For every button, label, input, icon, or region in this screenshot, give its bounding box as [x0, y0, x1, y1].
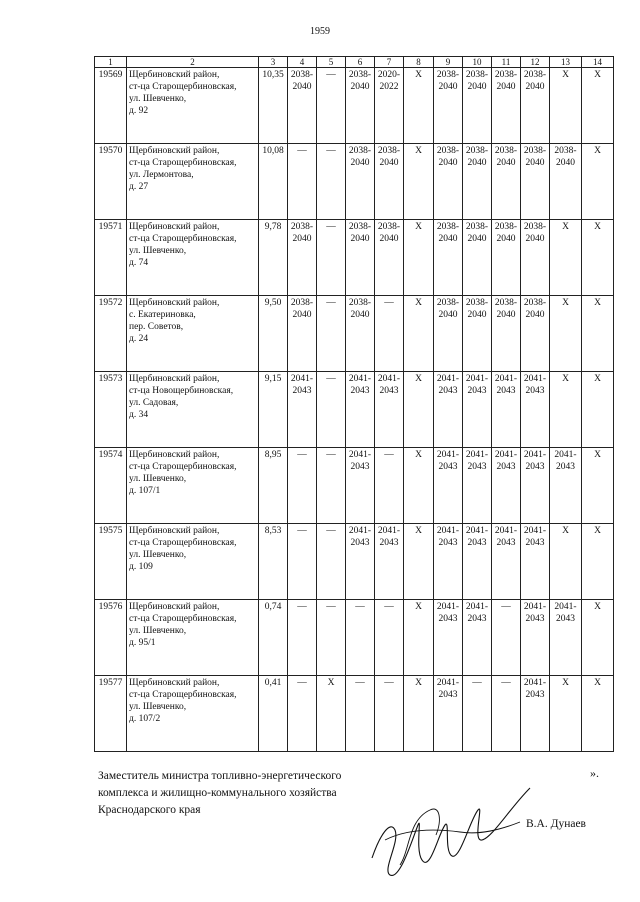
area-cell: 0,74 — [259, 600, 288, 676]
address-line: ст-ца Новощербиновская, — [129, 386, 234, 396]
schedule-cell: Х — [582, 220, 614, 296]
schedule-cell: 2038- 2040 — [375, 144, 404, 220]
schedule-cell: 2041- 2043 — [492, 524, 521, 600]
schedule-cell: — — [288, 524, 317, 600]
schedule-cell: 2038- 2040 — [288, 296, 317, 372]
schedule-cell: Х — [550, 296, 582, 372]
schedule-cell: Х — [404, 448, 434, 524]
schedule-cell: 2038- 2040 — [346, 144, 375, 220]
schedule-cell: 2041- 2043 — [288, 372, 317, 448]
address-line: Щербиновский район, — [129, 374, 220, 384]
schedule-cell: 2041- 2043 — [521, 676, 550, 752]
address-line: ул. Шевченко, — [129, 246, 187, 256]
schedule-cell: 2038- 2040 — [434, 220, 463, 296]
schedule-cell: — — [288, 600, 317, 676]
address-line: д. 27 — [129, 182, 149, 192]
column-number-header: 14 — [582, 57, 614, 68]
schedule-cell: — — [375, 600, 404, 676]
address-line: пер. Советов, — [129, 322, 184, 332]
area-cell: 8,95 — [259, 448, 288, 524]
address-line: Щербиновский район, — [129, 222, 220, 232]
schedule-cell: 2038- 2040 — [492, 220, 521, 296]
schedule-cell: — — [317, 524, 346, 600]
area-cell: 10,08 — [259, 144, 288, 220]
schedule-cell: 2038- 2040 — [463, 144, 492, 220]
address-line: ст-ца Старощербиновская, — [129, 690, 237, 700]
schedule-cell: Х — [582, 676, 614, 752]
address-line: ул. Шевченко, — [129, 94, 187, 104]
signer-name: В.А. Дунаев — [526, 818, 586, 830]
address-line: д. 74 — [129, 258, 149, 268]
schedule-cell: — — [288, 676, 317, 752]
record-number-cell: 19575 — [95, 524, 127, 600]
address-line: д. 107/1 — [129, 486, 161, 496]
schedule-cell: Х — [404, 524, 434, 600]
schedule-cell: — — [375, 676, 404, 752]
position-line: комплекса и жилищно-коммунального хозяйства — [98, 787, 337, 799]
address-cell — [127, 144, 259, 220]
table-row — [95, 448, 614, 524]
address-line: Щербиновский район, — [129, 526, 220, 536]
record-number-cell: 19573 — [95, 372, 127, 448]
schedule-cell: 2041- 2043 — [521, 524, 550, 600]
schedule-cell: 2041- 2043 — [463, 600, 492, 676]
address-cell — [127, 68, 259, 144]
address-line: ст-ца Старощербиновская, — [129, 234, 237, 244]
schedule-cell: 2038- 2040 — [346, 296, 375, 372]
area-cell: 10,35 — [259, 68, 288, 144]
column-number-header: 8 — [404, 57, 434, 68]
column-number-header: 12 — [521, 57, 550, 68]
column-number-header: 2 — [127, 57, 259, 68]
schedule-cell: — — [317, 296, 346, 372]
schedule-cell: Х — [582, 524, 614, 600]
address-line: Щербиновский район, — [129, 70, 220, 80]
schedule-cell: 2038- 2040 — [492, 296, 521, 372]
schedule-cell: 2041- 2043 — [375, 524, 404, 600]
schedule-cell: 2041- 2043 — [463, 524, 492, 600]
table-row — [95, 220, 614, 296]
address-line: Щербиновский район, — [129, 450, 220, 460]
schedule-cell: 2038- 2040 — [463, 220, 492, 296]
schedule-cell: 2038- 2040 — [521, 296, 550, 372]
schedule-cell: Х — [550, 68, 582, 144]
schedule-cell: 2041- 2043 — [434, 676, 463, 752]
schedule-cell: 2041- 2043 — [492, 448, 521, 524]
schedule-cell: 2038- 2040 — [521, 68, 550, 144]
schedule-cell: Х — [550, 220, 582, 296]
address-line: ул. Шевченко, — [129, 702, 187, 712]
address-line: ст-ца Старощербиновская, — [129, 82, 237, 92]
address-line: Щербиновский район, — [129, 602, 220, 612]
position-line: Краснодарского края — [98, 804, 201, 816]
address-line: д. 24 — [129, 334, 149, 344]
schedule-cell: 2038- 2040 — [492, 144, 521, 220]
column-number-header: 10 — [463, 57, 492, 68]
address-line: ул. Лермонтова, — [129, 170, 194, 180]
schedule-cell: Х — [404, 600, 434, 676]
schedule-cell: — — [317, 600, 346, 676]
column-number-header: 11 — [492, 57, 521, 68]
schedule-cell: 2041- 2043 — [375, 372, 404, 448]
schedule-cell: Х — [582, 68, 614, 144]
schedule-cell: Х — [582, 372, 614, 448]
schedule-cell: — — [463, 676, 492, 752]
table-row — [95, 600, 614, 676]
schedule-cell: — — [288, 448, 317, 524]
column-number-header: 5 — [317, 57, 346, 68]
address-cell — [127, 524, 259, 600]
area-cell: 8,53 — [259, 524, 288, 600]
schedule-cell: 2038- 2040 — [288, 220, 317, 296]
address-line: ул. Шевченко, — [129, 550, 187, 560]
schedule-cell: — — [346, 600, 375, 676]
address-cell — [127, 448, 259, 524]
schedule-cell: 2038- 2040 — [550, 144, 582, 220]
schedule-cell: — — [288, 144, 317, 220]
position-line: Заместитель министра топливно-энергетического — [98, 770, 342, 782]
schedule-cell: 2038- 2040 — [346, 220, 375, 296]
address-line: ст-ца Старощербиновская, — [129, 158, 237, 168]
address-line: д. 107/2 — [129, 714, 161, 724]
area-cell: 9,15 — [259, 372, 288, 448]
address-line: ст-ца Старощербиновская, — [129, 462, 237, 472]
schedule-cell: Х — [404, 296, 434, 372]
closing-mark: ». — [590, 766, 599, 780]
schedule-cell: Х — [582, 600, 614, 676]
schedule-cell: 2041- 2043 — [463, 372, 492, 448]
schedule-cell: Х — [404, 676, 434, 752]
schedule-cell: 2038- 2040 — [521, 220, 550, 296]
schedule-cell: Х — [404, 372, 434, 448]
table-row — [95, 144, 614, 220]
schedule-cell: — — [317, 372, 346, 448]
record-number-cell: 19572 — [95, 296, 127, 372]
schedule-cell: 2041- 2043 — [521, 448, 550, 524]
address-cell — [127, 296, 259, 372]
schedule-cell: Х — [317, 676, 346, 752]
housing-registry-table — [94, 56, 614, 752]
record-number-cell: 19574 — [95, 448, 127, 524]
address-line: ст-ца Старощербиновская, — [129, 538, 237, 548]
table-row — [95, 68, 614, 144]
area-cell: 9,50 — [259, 296, 288, 372]
schedule-cell: Х — [550, 676, 582, 752]
table-row — [95, 372, 614, 448]
schedule-cell: Х — [404, 68, 434, 144]
schedule-cell: 2038- 2040 — [375, 220, 404, 296]
schedule-cell: 2041- 2043 — [346, 372, 375, 448]
schedule-cell: 2041- 2043 — [434, 524, 463, 600]
column-number-header: 3 — [259, 57, 288, 68]
schedule-cell: 2041- 2043 — [434, 448, 463, 524]
schedule-cell: 2041- 2043 — [550, 600, 582, 676]
address-cell — [127, 372, 259, 448]
schedule-cell: 2038- 2040 — [434, 68, 463, 144]
record-number-cell: 19569 — [95, 68, 127, 144]
schedule-cell: Х — [582, 448, 614, 524]
schedule-cell: Х — [550, 524, 582, 600]
column-number-header: 9 — [434, 57, 463, 68]
schedule-cell: Х — [582, 296, 614, 372]
table-row — [95, 296, 614, 372]
schedule-cell: 2041- 2043 — [346, 448, 375, 524]
table-row — [95, 524, 614, 600]
schedule-cell: 2038- 2040 — [434, 144, 463, 220]
address-line: ул. Садовая, — [129, 398, 179, 408]
record-number-cell: 19571 — [95, 220, 127, 296]
column-number-header: 7 — [375, 57, 404, 68]
area-cell: 9,78 — [259, 220, 288, 296]
address-line: ул. Шевченко, — [129, 626, 187, 636]
schedule-cell: — — [492, 600, 521, 676]
record-number-cell: 19577 — [95, 676, 127, 752]
column-number-header: 1 — [95, 57, 127, 68]
schedule-cell: 2041- 2043 — [434, 600, 463, 676]
schedule-cell: 2038- 2040 — [463, 296, 492, 372]
schedule-cell: — — [375, 448, 404, 524]
table-header-row — [95, 57, 614, 68]
schedule-cell: — — [346, 676, 375, 752]
schedule-cell: — — [492, 676, 521, 752]
schedule-cell: Х — [404, 144, 434, 220]
address-line: д. 92 — [129, 106, 149, 116]
schedule-cell: 2038- 2040 — [521, 144, 550, 220]
schedule-cell: Х — [550, 372, 582, 448]
address-cell — [127, 676, 259, 752]
schedule-cell: 2041- 2043 — [346, 524, 375, 600]
address-cell — [127, 220, 259, 296]
record-number-cell: 19570 — [95, 144, 127, 220]
address-line: ул. Шевченко, — [129, 474, 187, 484]
address-line: д. 95/1 — [129, 638, 156, 648]
address-line: д. 109 — [129, 562, 153, 572]
schedule-cell: 2038- 2040 — [288, 68, 317, 144]
schedule-cell: 2038- 2040 — [463, 68, 492, 144]
schedule-cell: — — [317, 68, 346, 144]
schedule-cell: 2041- 2043 — [463, 448, 492, 524]
schedule-cell: 2041- 2043 — [434, 372, 463, 448]
schedule-cell: 2041- 2043 — [521, 372, 550, 448]
table-row — [95, 676, 614, 752]
address-line: Щербиновский район, — [129, 678, 220, 688]
schedule-cell: Х — [404, 220, 434, 296]
column-number-header: 6 — [346, 57, 375, 68]
handwritten-signature — [360, 780, 540, 885]
schedule-cell: 2041- 2043 — [550, 448, 582, 524]
area-cell: 0,41 — [259, 676, 288, 752]
record-number-cell: 19576 — [95, 600, 127, 676]
address-line: Щербиновский район, — [129, 146, 220, 156]
schedule-cell: 2038- 2040 — [492, 68, 521, 144]
address-line: д. 34 — [129, 410, 149, 420]
schedule-cell: 2041- 2043 — [521, 600, 550, 676]
schedule-cell: Х — [582, 144, 614, 220]
column-number-header: 13 — [550, 57, 582, 68]
address-line: с. Екатериновка, — [129, 310, 196, 320]
schedule-cell: — — [317, 448, 346, 524]
schedule-cell: — — [317, 220, 346, 296]
schedule-cell: 2041- 2043 — [492, 372, 521, 448]
schedule-cell: — — [317, 144, 346, 220]
column-number-header: 4 — [288, 57, 317, 68]
address-line: Щербиновский район, — [129, 298, 220, 308]
schedule-cell: 2038- 2040 — [346, 68, 375, 144]
page-number: 1959 — [310, 26, 330, 37]
schedule-cell: — — [375, 296, 404, 372]
schedule-cell: 2038- 2040 — [434, 296, 463, 372]
address-line: ст-ца Старощербиновская, — [129, 614, 237, 624]
schedule-cell: 2020- 2022 — [375, 68, 404, 144]
address-cell — [127, 600, 259, 676]
